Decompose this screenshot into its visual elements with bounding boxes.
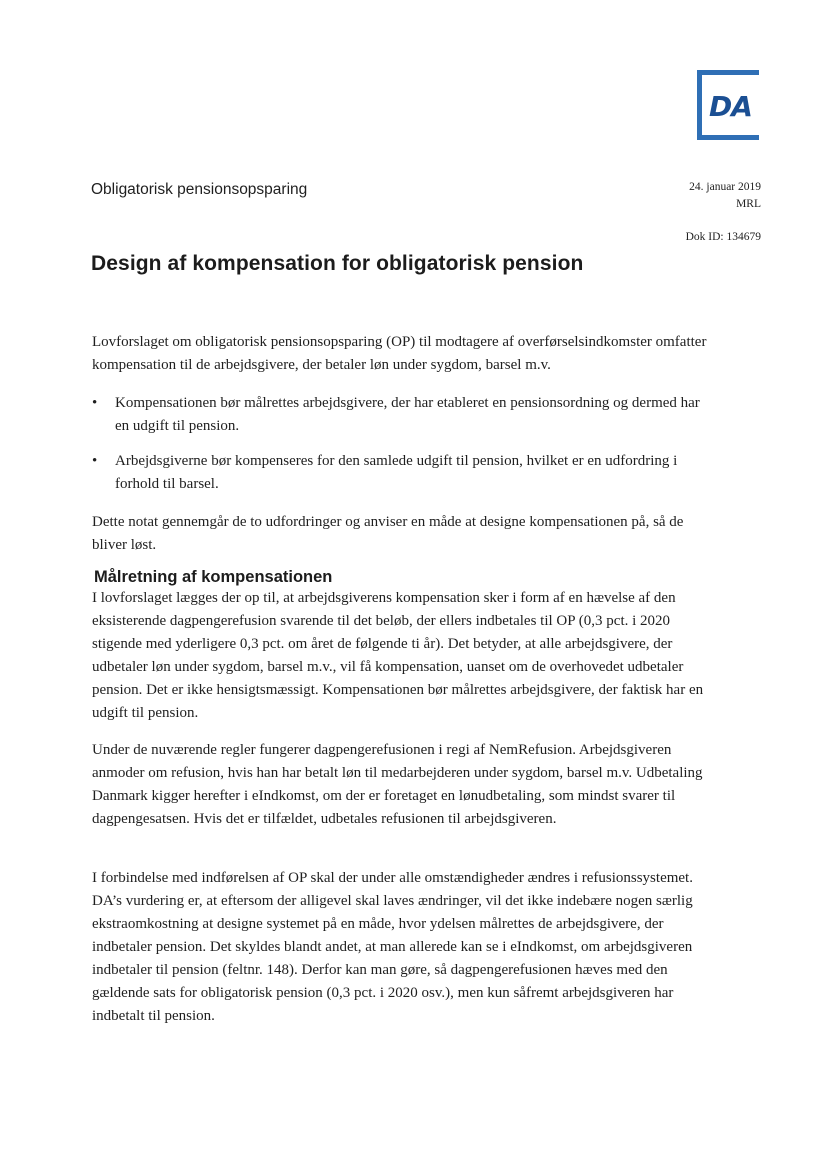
section-paragraph	[92, 867, 708, 1028]
document-meta	[689, 179, 761, 213]
closing-paragraph	[92, 511, 708, 557]
bullet-marker: •	[92, 453, 98, 469]
bullet-text: Kompensationen bør målrettes arbejdsgivere, der har etableret en pensionsordning og dermed har en udgift til pension.	[115, 395, 700, 434]
page-title: Design af kompensation for obligatorisk pension	[91, 252, 584, 275]
bullet-text: Arbejdsgiverne bør kompenseres for den samlede udgift til pension, hvilket er en udfordring i forhold til barsel.	[115, 453, 678, 492]
document-date: 24. januar 2019	[689, 181, 761, 193]
document-id: Dok ID: 134679	[685, 231, 761, 243]
bullet-list	[92, 392, 708, 508]
da-logo	[697, 70, 763, 144]
bullet-marker: •	[92, 395, 98, 411]
section-heading: Målretning af kompensationen	[94, 568, 333, 586]
logo-text: DA	[709, 90, 752, 123]
closing-text: Dette notat gennemgår de to udfordringer og anviser en måde at designe kompensationen på, så de bliver løst.	[92, 514, 684, 553]
paragraph-text: I forbindelse med indførelsen af OP skal der under alle omstændigheder ændres i refusionssystemet. DA’s vurdering er, at eftersom der alligevel skal laves ændringer, vil det ikke indebære nogen særlig ekstraomkostning at designe systemet på en måde, hvor ydelsen målrettes de arbejdsgivere, der indbetaler pension. Det skyldes blandt andet, at man allerede kan se i eIndkomst, om arbejdsgiveren indbetaler til pension (feltnr. 148). Derfor kan man gøre, så dagpengerefusionen hæves med den gældende sats for obligatorisk pension (0,3 pct. i 2020 osv.), men kun såfremt arbejdsgiveren har indbetalt til pension.	[92, 870, 693, 1024]
author-initials: MRL	[736, 198, 761, 210]
intro-text: Lovforslaget om obligatorisk pensionsopsparing (OP) til modtagere af overførselsindkomster omfatter kompensation til de arbejdsgivere, der betaler løn under sygdom, barsel m.v.	[92, 334, 707, 373]
section-paragraph	[92, 739, 708, 831]
document-label: Obligatorisk pensionsopsparing	[91, 181, 308, 198]
list-item	[92, 450, 708, 496]
paragraph-text: Under de nuværende regler fungerer dagpengerefusionen i regi af NemRefusion. Arbejdsgiveren anmoder om refusion, hvis han har betalt løn til medarbejderen under sygdom, barsel m.v. Udbetaling Danmark kigger herefter i eIndkomst, om der er foretaget en lønudbetaling, som mindst svarer til dagpengesatsen. Hvis det er tilfældet, udbetales refusionen til arbejdsgiveren.	[92, 742, 703, 827]
list-item	[92, 392, 708, 438]
paragraph-text: I lovforslaget lægges der op til, at arbejdsgiverens kompensation sker i form af en hævelse af den eksisterende dagpengerefusion svarende til det beløb, der ellers indbetales til OP (0,3 pct. i 2020 stigende med yderligere 0,3 pct. om året de følgende ti år). Det betyder, at alle arbejdsgivere, der udbetaler løn under sygdom, barsel m.v., vil få kompensation, uanset om de overhovedet udbetaler pension. Det er ikke hensigtsmæssigt. Kompensationen bør målrettes arbejdsgivere, der faktisk har en udgift til pension.	[92, 590, 704, 721]
section-paragraph	[92, 587, 708, 725]
intro-paragraph	[92, 331, 708, 377]
